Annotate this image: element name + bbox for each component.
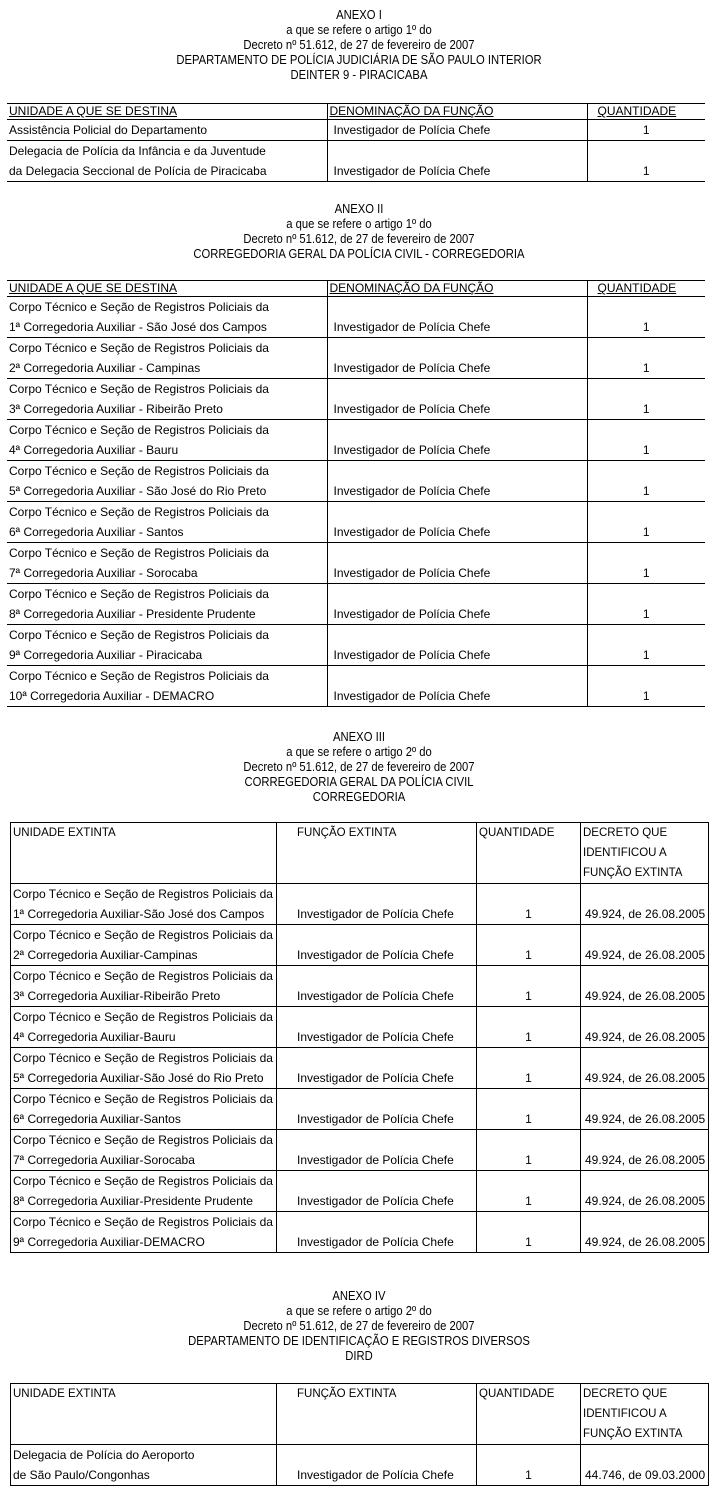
- unit-line: Corpo Técnico e Seção de Registros Policiais da: [9, 587, 269, 601]
- annex-2-subtitle: a que se refere o artigo 1º do: [286, 217, 432, 231]
- annex-2-title: ANEXO II: [334, 202, 384, 216]
- annex-4-heading: [36, 1289, 682, 1364]
- table-header-row: [11, 823, 709, 884]
- decree-cell: 49.924, de 26.08.2005: [581, 1007, 709, 1048]
- annex-3-table: [10, 822, 709, 1253]
- unit-line: Corpo Técnico e Seção de Registros Policiais da: [9, 628, 269, 642]
- table-row: [7, 141, 705, 182]
- function-cell: Investigador de Polícia Chefe: [327, 297, 587, 338]
- unit-line: 8ª Corregedoria Auxiliar - Presidente Prudente: [9, 607, 256, 621]
- unit-line: Assistência Policial do Departamento: [9, 123, 208, 137]
- unit-cell: [11, 1130, 277, 1171]
- function-cell: Investigador de Polícia Chefe: [327, 420, 587, 461]
- unit-line: Corpo Técnico e Seção de Registros Policiais da: [13, 1133, 273, 1147]
- unit-line: 5ª Corregedoria Auxiliar - São José do Rio Preto: [9, 484, 267, 498]
- decree-cell: 49.924, de 26.08.2005: [581, 1048, 709, 1089]
- unit-cell: [11, 925, 277, 966]
- annex-3-subtitle: a que se refere o artigo 2º do: [286, 745, 432, 759]
- unit-line: Corpo Técnico e Seção de Registros Policiais da: [9, 669, 269, 683]
- column-header: UNIDADE EXTINTA: [11, 823, 277, 884]
- table-row: [11, 1445, 709, 1486]
- function-cell: Investigador de Polícia Chefe: [277, 1171, 477, 1212]
- unit-line: 2ª Corregedoria Auxiliar-Campinas: [13, 948, 198, 962]
- decree-cell: 44.746, de 09.03.2000: [581, 1445, 709, 1486]
- function-cell: Investigador de Polícia Chefe: [327, 666, 587, 707]
- annex-2-department: CORREGEDORIA GERAL DA POLÍCIA CIVIL - CORREGEDORIA: [193, 247, 525, 261]
- unit-line: Delegacia de Polícia da Infância e da Juventude: [9, 144, 266, 158]
- unit-line: Corpo Técnico e Seção de Registros Policiais da: [9, 300, 269, 314]
- function-cell: Investigador de Polícia Chefe: [277, 1445, 477, 1486]
- column-header-line: FUNÇÃO EXTINTA: [583, 867, 683, 879]
- column-header: UNIDADE EXTINTA: [11, 1384, 277, 1445]
- column-header: QUANTIDADE: [477, 1384, 581, 1445]
- unit-cell: [7, 584, 327, 625]
- function-cell: Investigador de Polícia Chefe: [327, 543, 587, 584]
- annex-3-title: ANEXO III: [333, 730, 385, 744]
- unit-cell: [7, 120, 327, 141]
- column-header: UNIDADE A QUE SE DESTINA: [7, 104, 327, 120]
- unit-line: Corpo Técnico e Seção de Registros Policiais da: [9, 505, 269, 519]
- column-header-line: DECRETO QUE: [583, 827, 668, 839]
- decree-cell: 49.924, de 26.08.2005: [581, 1089, 709, 1130]
- unit-cell: [7, 461, 327, 502]
- column-header-line: IDENTIFICOU A: [583, 1408, 667, 1420]
- quantity-cell: 1: [587, 141, 705, 182]
- unit-line: Delegacia de Polícia do Aeroporto: [13, 1448, 195, 1462]
- column-header: QUANTIDADE: [477, 823, 581, 884]
- unit-line: Corpo Técnico e Seção de Registros Policiais da: [13, 887, 273, 901]
- column-header-line: DECRETO QUE: [583, 1388, 668, 1400]
- annex-1-department: DEPARTAMENTO DE POLÍCIA JUDICIÁRIA DE SÃO PAULO INTERIOR: [176, 53, 542, 67]
- annex-2-heading: [36, 202, 682, 262]
- annex-4-title: ANEXO IV: [332, 1289, 386, 1303]
- decree-cell: 49.924, de 26.08.2005: [581, 925, 709, 966]
- annex-1-unit: DEINTER 9 - PIRACICABA: [290, 68, 428, 82]
- unit-line: da Delegacia Seccional de Polícia de Piracicaba: [9, 164, 267, 178]
- unit-line: Corpo Técnico e Seção de Registros Policiais da: [13, 969, 273, 983]
- unit-cell: [11, 1048, 277, 1089]
- column-header: QUANTIDADE: [587, 104, 705, 120]
- column-header: FUNÇÃO EXTINTA: [277, 1384, 477, 1445]
- table-row: [7, 625, 705, 666]
- unit-line: 8ª Corregedoria Auxiliar-Presidente Prudente: [13, 1194, 253, 1208]
- quantity-cell: 1: [477, 884, 581, 925]
- table-header-row: [11, 1384, 709, 1445]
- unit-line: 5ª Corregedoria Auxiliar-São José do Rio Preto: [13, 1071, 264, 1085]
- function-cell: Investigador de Polícia Chefe: [277, 925, 477, 966]
- quantity-cell: 1: [587, 379, 705, 420]
- annex-4-department: DEPARTAMENTO DE IDENTIFICAÇÃO E REGISTROS DIVERSOS: [188, 1334, 530, 1348]
- unit-line: de São Paulo/Congonhas: [13, 1468, 150, 1482]
- quantity-cell: 1: [477, 1089, 581, 1130]
- table-row: [7, 666, 705, 707]
- annex-1-title: ANEXO I: [336, 8, 382, 22]
- table-row: [11, 966, 709, 1007]
- unit-cell: [7, 297, 327, 338]
- quantity-cell: 1: [587, 666, 705, 707]
- unit-line: Corpo Técnico e Seção de Registros Policiais da: [13, 928, 273, 942]
- decree-cell: 49.924, de 26.08.2005: [581, 1171, 709, 1212]
- function-cell: Investigador de Polícia Chefe: [277, 966, 477, 1007]
- quantity-cell: 1: [587, 297, 705, 338]
- quantity-cell: 1: [587, 120, 705, 141]
- function-cell: Investigador de Polícia Chefe: [327, 502, 587, 543]
- table-row: [7, 420, 705, 461]
- annex-2-decree: Decreto nº 51.612, de 27 de fevereiro de 2007: [243, 232, 475, 246]
- table-row: [7, 461, 705, 502]
- unit-line: 10ª Corregedoria Auxiliar - DEMACRO: [9, 689, 215, 703]
- table-header-row: [7, 104, 705, 120]
- function-cell: Investigador de Polícia Chefe: [277, 1007, 477, 1048]
- function-cell: Investigador de Polícia Chefe: [327, 141, 587, 182]
- annex-1-decree: Decreto nº 51.612, de 27 de fevereiro de 2007: [243, 38, 475, 52]
- unit-line: Corpo Técnico e Seção de Registros Policiais da: [13, 1215, 273, 1229]
- annex-3-decree: Decreto nº 51.612, de 27 de fevereiro de 2007: [243, 760, 475, 774]
- quantity-cell: 1: [477, 1130, 581, 1171]
- decree-cell: 49.924, de 26.08.2005: [581, 1212, 709, 1253]
- table-row: [11, 1089, 709, 1130]
- annex-3-unit: CORREGEDORIA: [312, 790, 406, 804]
- column-header: FUNÇÃO EXTINTA: [277, 823, 477, 884]
- unit-line: 6ª Corregedoria Auxiliar - Santos: [9, 525, 184, 539]
- annex-1-subtitle: a que se refere o artigo 1º do: [286, 23, 432, 37]
- column-header-line: IDENTIFICOU A: [583, 847, 667, 859]
- table-row: [11, 1212, 709, 1253]
- unit-cell: [7, 543, 327, 584]
- quantity-cell: 1: [587, 338, 705, 379]
- unit-line: Corpo Técnico e Seção de Registros Policiais da: [13, 1092, 273, 1106]
- function-cell: Investigador de Polícia Chefe: [327, 584, 587, 625]
- unit-line: 4ª Corregedoria Auxiliar - Bauru: [9, 443, 179, 457]
- function-cell: Investigador de Polícia Chefe: [327, 379, 587, 420]
- table-row: [11, 1130, 709, 1171]
- unit-line: 2ª Corregedoria Auxiliar - Campinas: [9, 361, 201, 375]
- table-row: [7, 543, 705, 584]
- function-cell: Investigador de Polícia Chefe: [277, 1130, 477, 1171]
- annex-4-decree: Decreto nº 51.612, de 27 de fevereiro de 2007: [243, 1319, 475, 1333]
- unit-cell: [11, 1171, 277, 1212]
- quantity-cell: 1: [477, 925, 581, 966]
- annex-4-unit: DIRD: [345, 1349, 373, 1363]
- quantity-cell: 1: [587, 625, 705, 666]
- decree-cell: 49.924, de 26.08.2005: [581, 1130, 709, 1171]
- unit-cell: [7, 141, 327, 182]
- function-cell: Investigador de Polícia Chefe: [327, 338, 587, 379]
- column-header: DENOMINAÇÃO DA FUNÇÃO: [327, 104, 587, 120]
- unit-line: Corpo Técnico e Seção de Registros Policiais da: [13, 1174, 273, 1188]
- quantity-cell: 1: [477, 1212, 581, 1253]
- unit-line: Corpo Técnico e Seção de Registros Policiais da: [9, 423, 269, 437]
- unit-line: 3ª Corregedoria Auxiliar - Ribeirão Preto: [9, 402, 223, 416]
- function-cell: Investigador de Polícia Chefe: [277, 1212, 477, 1253]
- function-cell: Investigador de Polícia Chefe: [327, 625, 587, 666]
- annex-4-section: [0, 1289, 718, 1364]
- quantity-cell: 1: [477, 966, 581, 1007]
- unit-line: Corpo Técnico e Seção de Registros Policiais da: [9, 382, 269, 396]
- unit-cell: [11, 884, 277, 925]
- unit-line: 9ª Corregedoria Auxiliar - Piracicaba: [9, 648, 203, 662]
- table-header-row: [7, 281, 705, 297]
- table-row: [11, 1048, 709, 1089]
- quantity-cell: 1: [587, 502, 705, 543]
- unit-line: 1ª Corregedoria Auxiliar-São José dos Campos: [13, 907, 265, 921]
- function-cell: Investigador de Polícia Chefe: [277, 884, 477, 925]
- unit-line: Corpo Técnico e Seção de Registros Policiais da: [13, 1051, 273, 1065]
- quantity-cell: 1: [477, 1445, 581, 1486]
- function-cell: Investigador de Polícia Chefe: [327, 120, 587, 141]
- table-row: [11, 1007, 709, 1048]
- unit-cell: [7, 502, 327, 543]
- column-header: DENOMINAÇÃO DA FUNÇÃO: [327, 281, 587, 297]
- annex-3-department: CORREGEDORIA GERAL DA POLÍCIA CIVIL: [244, 775, 474, 789]
- annex-3-section: [0, 730, 718, 805]
- function-cell: Investigador de Polícia Chefe: [277, 1089, 477, 1130]
- quantity-cell: 1: [477, 1007, 581, 1048]
- unit-cell: [7, 338, 327, 379]
- table-row: [11, 1171, 709, 1212]
- table-row: [7, 297, 705, 338]
- unit-line: Corpo Técnico e Seção de Registros Policiais da: [9, 546, 269, 560]
- quantity-cell: 1: [587, 543, 705, 584]
- annex-4-table: [10, 1383, 709, 1486]
- decree-cell: 49.924, de 26.08.2005: [581, 884, 709, 925]
- table-row: [11, 884, 709, 925]
- unit-cell: [7, 420, 327, 461]
- unit-cell: [7, 625, 327, 666]
- unit-cell: [11, 1007, 277, 1048]
- function-cell: Investigador de Polícia Chefe: [277, 1048, 477, 1089]
- unit-cell: [11, 1089, 277, 1130]
- quantity-cell: 1: [477, 1048, 581, 1089]
- unit-line: 1ª Corregedoria Auxiliar - São José dos Campos: [9, 320, 267, 334]
- quantity-cell: 1: [587, 584, 705, 625]
- unit-line: Corpo Técnico e Seção de Registros Policiais da: [9, 464, 269, 478]
- annex-1-table: [7, 103, 705, 182]
- quantity-cell: 1: [587, 461, 705, 502]
- table-row: [7, 502, 705, 543]
- unit-line: Corpo Técnico e Seção de Registros Policiais da: [9, 341, 269, 355]
- column-header-line: FUNÇÃO EXTINTA: [583, 1428, 683, 1440]
- unit-line: 3ª Corregedoria Auxiliar-Ribeirão Preto: [13, 989, 221, 1003]
- table-row: [11, 925, 709, 966]
- decree-cell: 49.924, de 26.08.2005: [581, 966, 709, 1007]
- quantity-cell: 1: [477, 1171, 581, 1212]
- table-row: [7, 120, 705, 141]
- annex-1-heading: [36, 8, 682, 83]
- unit-line: 4ª Corregedoria Auxiliar-Bauru: [13, 1030, 176, 1044]
- annex-1-section: [0, 8, 718, 83]
- unit-line: 9ª Corregedoria Auxiliar-DEMACRO: [13, 1235, 205, 1249]
- unit-cell: [11, 966, 277, 1007]
- annex-2-table: [7, 280, 705, 707]
- quantity-cell: 1: [587, 420, 705, 461]
- unit-cell: [11, 1445, 277, 1486]
- table-row: [7, 338, 705, 379]
- column-header: UNIDADE A QUE SE DESTINA: [7, 281, 327, 297]
- unit-line: 6ª Corregedoria Auxiliar-Santos: [13, 1112, 181, 1126]
- function-cell: Investigador de Polícia Chefe: [327, 461, 587, 502]
- column-header: QUANTIDADE: [587, 281, 705, 297]
- unit-cell: [7, 379, 327, 420]
- annex-3-heading: [36, 730, 682, 805]
- table-row: [7, 379, 705, 420]
- unit-line: Corpo Técnico e Seção de Registros Policiais da: [13, 1010, 273, 1024]
- annex-2-section: [0, 202, 718, 262]
- unit-line: 7ª Corregedoria Auxiliar - Sorocaba: [9, 566, 198, 580]
- table-row: [7, 584, 705, 625]
- unit-cell: [11, 1212, 277, 1253]
- unit-cell: [7, 666, 327, 707]
- column-header: [581, 823, 709, 884]
- annex-4-subtitle: a que se refere o artigo 2º do: [286, 1304, 432, 1318]
- column-header: [581, 1384, 709, 1445]
- unit-line: 7ª Corregedoria Auxiliar-Sorocaba: [13, 1153, 195, 1167]
